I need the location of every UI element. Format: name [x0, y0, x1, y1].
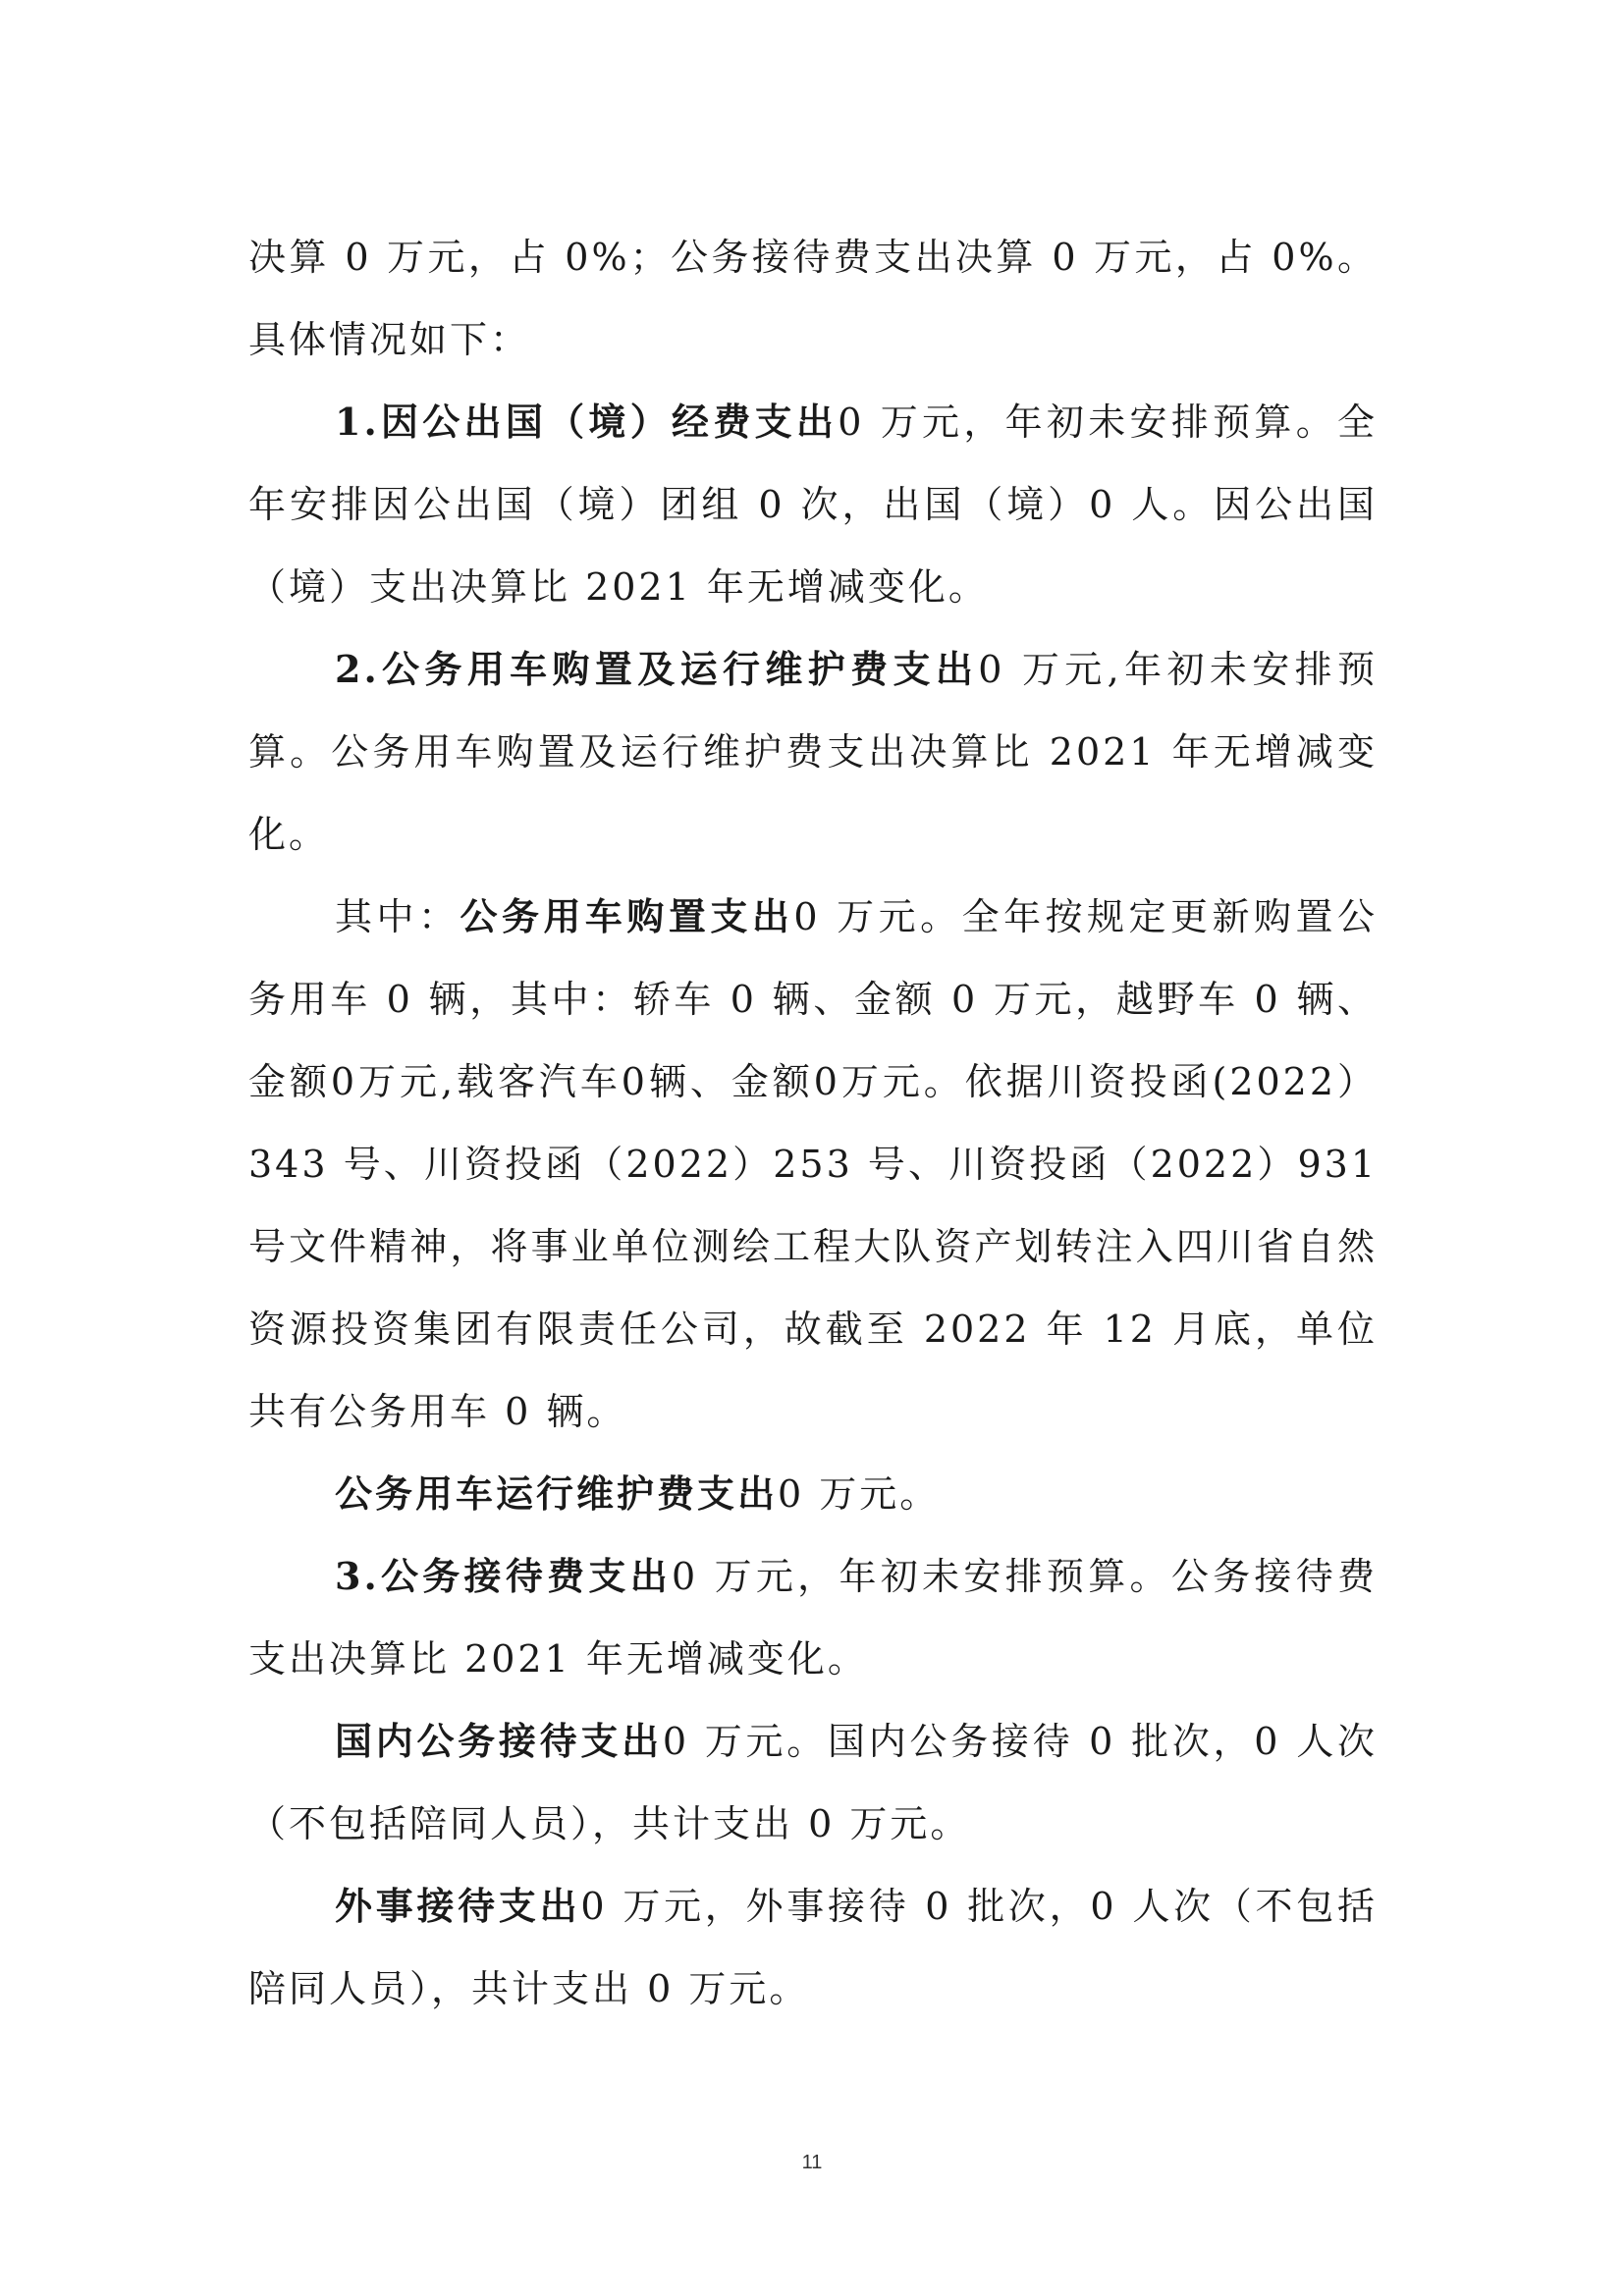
paragraph-vehicle-purchase	[248, 876, 1378, 1453]
paragraph-heading: 国内公务接待支出	[335, 1719, 663, 1763]
paragraph-text: 0 万元。全年按规定更新购置公务用车 0 辆，其中：轿车 0 辆、金额 0 万元，越野车 0 辆、金额0万元,载客汽车0辆、金额0万元。依据川资投函(2022）343 号、川资投函（2022）253 号、川资投函（2022）931 号文件精神，将事业单位测绘工程大队资产划转注入四川省自然资源投资集团有限责任公司，故截至 2022 年 12 月底，单位共有公务用车 0 辆。	[248, 895, 1378, 1433]
paragraph-heading: 3.公务接待费支出	[335, 1554, 673, 1598]
paragraph-summary-continuation	[248, 216, 1378, 381]
paragraph-text: 决算 0 万元，占 0%；公务接待费支出决算 0 万元，占 0%。具体情况如下：	[248, 236, 1378, 361]
paragraph-heading: 外事接待支出	[335, 1884, 581, 1928]
paragraph-text: 0 万元，年初未安排预算。全年安排因公出国（境）团组 0 次，出国（境）0 人。因公出国（境）支出决算比 2021 年无增减变化。	[248, 400, 1378, 609]
paragraph-text: 0 万元。国内公务接待 0 批次，0 人次（不包括陪同人员），共计支出 0 万元。	[248, 1720, 1378, 1845]
paragraph-foreign-reception	[248, 1865, 1378, 2030]
paragraph-domestic-reception	[248, 1700, 1378, 1865]
paragraph-heading: 1.因公出国（境）经费支出	[335, 400, 839, 444]
document-body	[248, 216, 1378, 2030]
paragraph-reception-costs	[248, 1535, 1378, 1700]
paragraph-vehicle-costs	[248, 628, 1378, 876]
paragraph-text: 0 万元，外事接待 0 批次，0 人次（不包括陪同人员），共计支出 0 万元。	[248, 1885, 1378, 2010]
paragraph-heading: 2.公务用车购置及运行维护费支出	[335, 647, 979, 691]
paragraph-vehicle-maintenance	[248, 1453, 1378, 1535]
paragraph-text: 0 万元。	[778, 1472, 941, 1516]
paragraph-text: 0 万元,年初未安排预算。公务用车购置及运行维护费支出决算比 2021 年无增减变化。	[248, 648, 1379, 856]
paragraph-prefix: 其中：	[335, 895, 460, 938]
page-number: 11	[801, 2152, 823, 2173]
paragraph-overseas-travel	[248, 381, 1378, 628]
paragraph-text: 0 万元，年初未安排预算。公务接待费支出决算比 2021 年无增减变化。	[248, 1555, 1378, 1681]
paragraph-heading: 公务用车购置支出	[460, 894, 794, 938]
paragraph-heading: 公务用车运行维护费支出	[335, 1471, 779, 1516]
